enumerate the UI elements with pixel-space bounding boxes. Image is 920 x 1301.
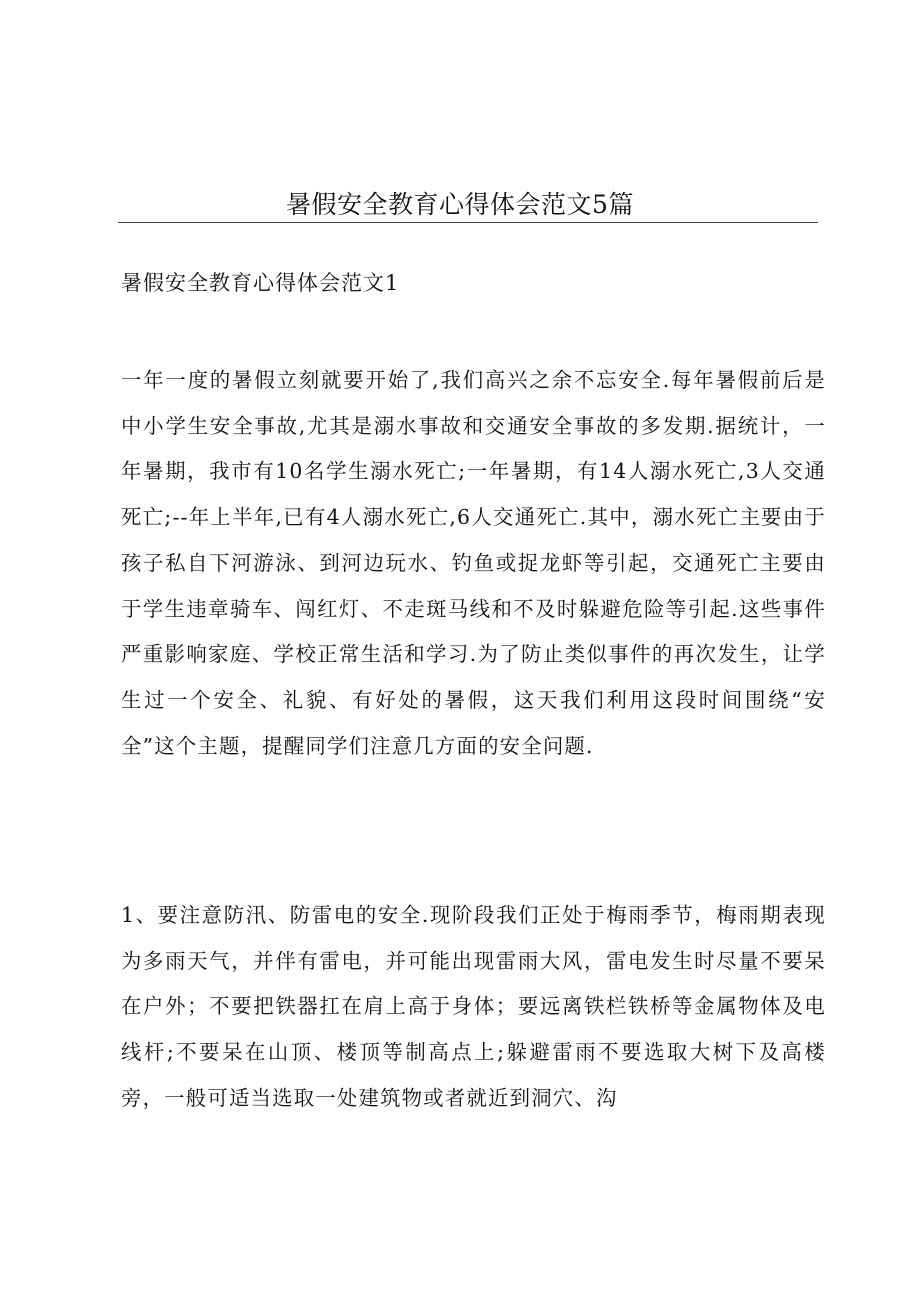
- body-paragraph: 一年一度的暑假立刻就要开始了,我们高兴之余不忘安全.每年暑假前后是中小学生安全事故,尤其是溺水事故和交通安全事故的多发期.据统计，一年暑期，我市有10名学生溺水死亡;一年暑期，有14人溺水死亡,3人交通死亡;--年上半年,已有4人溺水死亡,6人交通死亡.其中，溺水死亡主要由于孩子私自下河游泳、到河边玩水、钓鱼或捉龙虾等引起，交通死亡主要由于学生违章骑车、闯红灯、不走斑马线和不及时躲避危险等引起.这些事件严重影响家庭、学校正常生活和学习.为了防止类似事件的再次发生，让学生过一个安全、礼貌、有好处的暑假，这天我们利用这段时间围绕“安全”这个主题，提醒同学们注意几方面的安全问题.: [121, 368, 826, 758]
- body-paragraph: 1、要注意防汛、防雷电的安全.现阶段我们正处于梅雨季节，梅雨期表现为多雨天气，并伴有雷电，并可能出现雷雨大风，雷电发生时尽量不要呆在户外；不要把铁器扛在肩上高于身体；要远离铁栏铁桥等金属物体及电线杆;不要呆在山顶、楼顶等制高点上;躲避雷雨不要选取大树下及高楼旁，一般可适当选取一处建筑物或者就近到洞穴、沟: [121, 903, 826, 1110]
- document-title: 暑假安全教育心得体会范文5篇: [286, 190, 634, 219]
- title-underline: [118, 222, 818, 223]
- section-heading: 暑假安全教育心得体会范文1: [121, 271, 400, 295]
